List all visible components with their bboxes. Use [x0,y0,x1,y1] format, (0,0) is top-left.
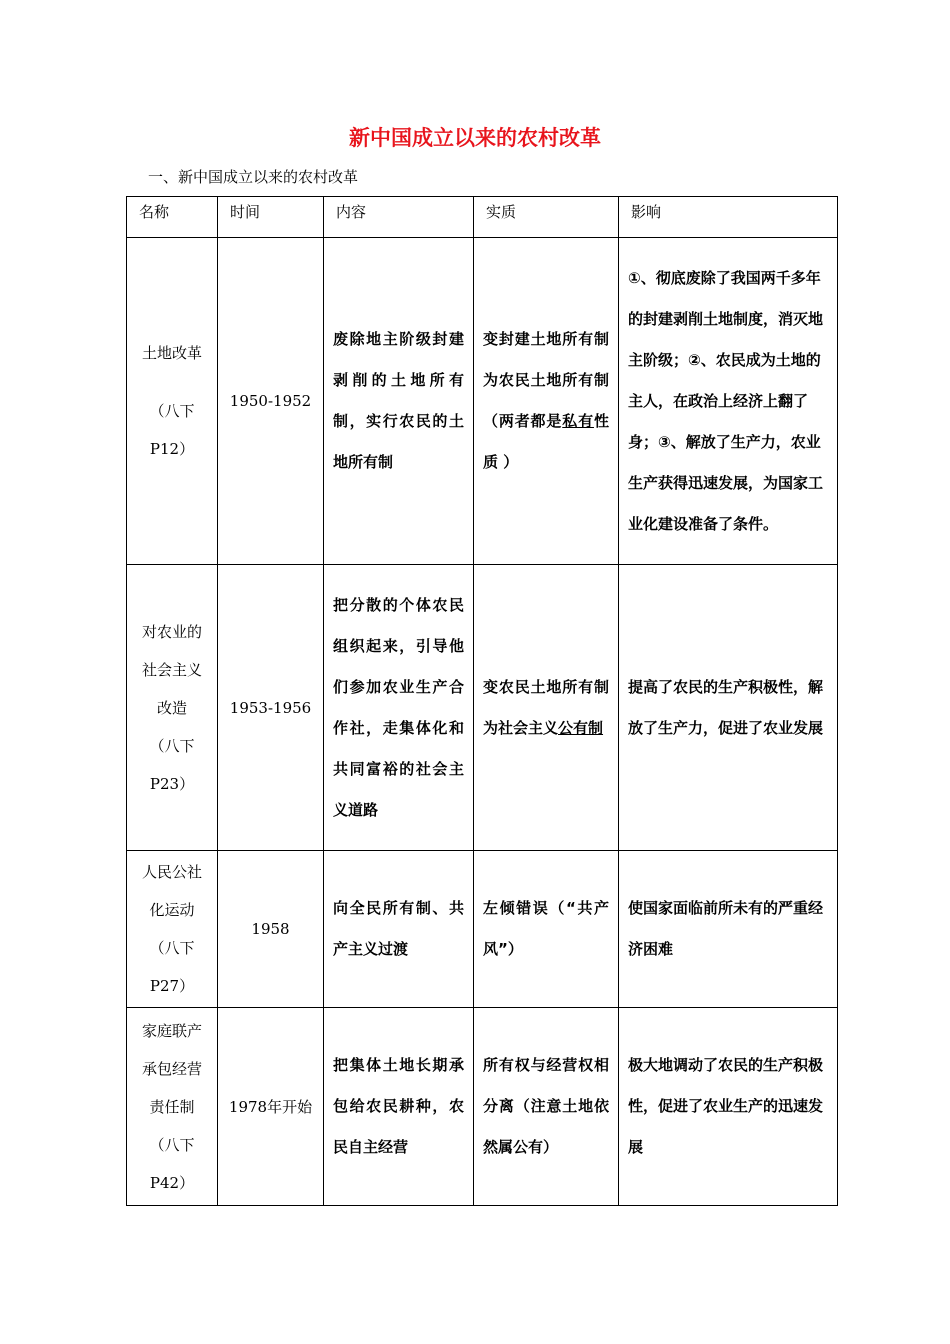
table-row [127,238,838,565]
row-time: 1953-1956 [218,565,324,851]
row-content: 向全民所有制、共产主义过渡 [324,851,474,1008]
page-title: 新中国成立以来的农村改革 [349,126,601,150]
row-content: 废除地主阶级封建剥削的土地所有制，实行农民的土地所有制 [324,238,474,565]
underlined-term: 私有 [562,412,594,430]
header-time: 时间 [218,197,324,238]
row-impact: 提高了农民的生产积极性，解放了生产力，促进了农业发展 [619,565,838,851]
row-time: 1978年开始 [218,1008,324,1206]
section-heading: 一、新中国成立以来的农村改革 [148,168,359,186]
row-time: 1950-1952 [218,238,324,565]
row-time: 1958 [218,851,324,1008]
row-impact: ①、彻底废除了我国两千多年的封建剥削土地制度，消灭地主阶级；②、农民成为土地的主人，在政治上经济上翻了身；③、解放了生产力，农业生产获得迅速发展，为国家工业化建设准备了条件。 [619,238,838,565]
row-name: 对农业的 社会主义 改造 （八下 P23） [127,565,218,851]
table-row [127,1008,838,1206]
header-content: 内容 [324,197,474,238]
row-essence: 变封建土地所有制为农民土地所有制（两者都是私有性质 ） [474,238,619,565]
table-header-row [127,197,838,238]
row-essence: 变农民土地所有制为社会主义公有制 [474,565,619,851]
row-essence: 左倾错误（“共产风”） [474,851,619,1008]
row-essence: 所有权与经营权相分离（注意土地依然属公有） [474,1008,619,1206]
underlined-term: 公有制 [558,718,604,737]
row-name: 土地改革 （八下 P12） [127,238,218,565]
header-impact: 影响 [619,197,838,238]
table-row [127,851,838,1008]
row-impact: 使国家面临前所未有的严重经济困难 [619,851,838,1008]
table-row [127,565,838,851]
row-name: 家庭联产 承包经营 责任制 （八下 P42） [127,1008,218,1206]
header-essence: 实质 [474,197,619,238]
row-content: 把集体土地长期承包给农民耕种，农民自主经营 [324,1008,474,1206]
reform-table [126,196,838,1206]
header-name: 名称 [127,197,218,238]
row-impact: 极大地调动了农民的生产积极性，促进了农业生产的迅速发展 [619,1008,838,1206]
row-name: 人民公社 化运动 （八下 P27） [127,851,218,1008]
row-content: 把分散的个体农民组织起来，引导他们参加农业生产合作社，走集体化和共同富裕的社会主义道路 [324,565,474,851]
